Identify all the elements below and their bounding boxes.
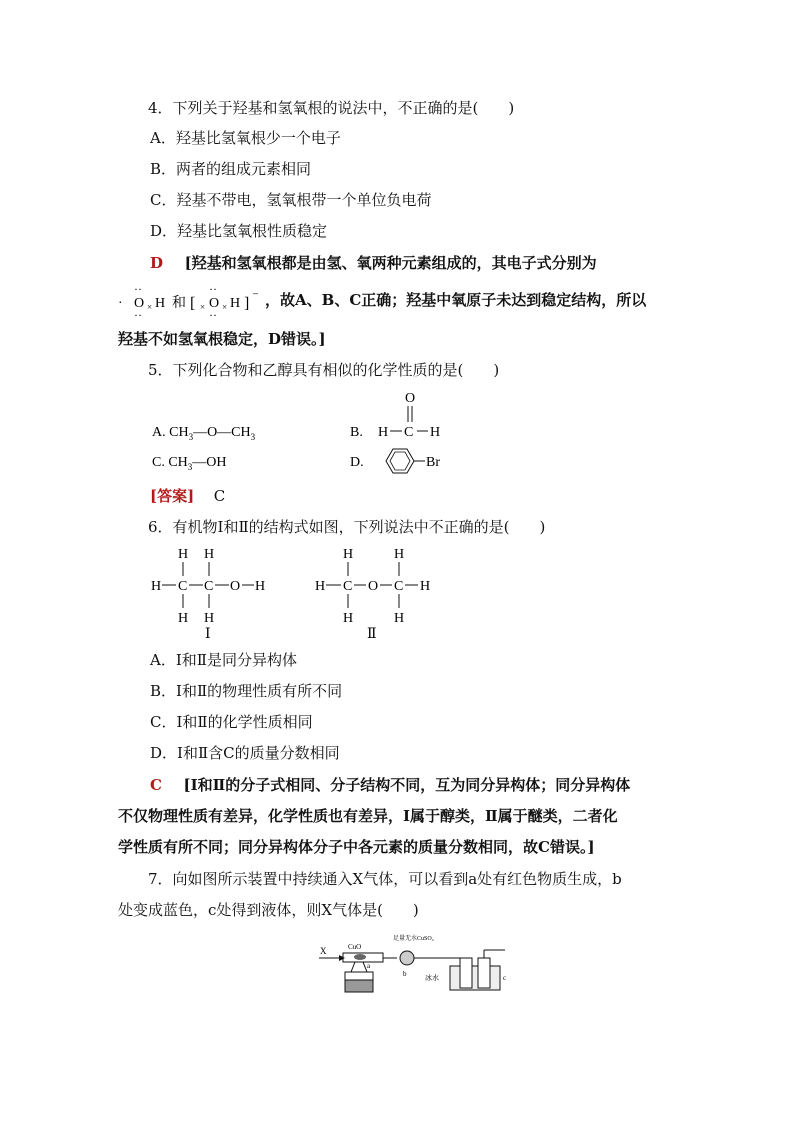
and-word: 和 — [172, 296, 186, 311]
q5-answer-tag: [答案] — [150, 487, 195, 505]
q6-structures — [148, 542, 448, 642]
cuso4-label: 足量无水CuSO₄ — [393, 936, 434, 942]
svg-text:H: H — [178, 547, 189, 562]
arrow-head-icon — [339, 955, 345, 961]
cuo-label: CuO — [348, 943, 362, 951]
q5-b-carbon: C — [404, 425, 414, 440]
q6-explanation-text3: 学性质有所不同；同分异构体分子中各元素的质量分数相同，故C错误。] — [118, 838, 595, 856]
svg-text:C: C — [178, 579, 188, 594]
point-a-label: a — [367, 962, 371, 970]
molecule-1 — [151, 547, 265, 642]
q5-b-hydrogen-right: H — [430, 425, 441, 440]
svg-text:H: H — [151, 579, 162, 594]
point-c-label: c — [503, 974, 507, 982]
q4-stem: 4．下列关于羟基和氢氧根的说法中，不正确的是( ) — [148, 99, 515, 117]
q6-answer-letter: C — [150, 776, 162, 794]
svg-text:H: H — [394, 611, 405, 626]
q7-stem-line2: 处变成蓝色，c处得到液体，则X气体是( ) — [118, 901, 419, 919]
svg-text:H: H — [343, 547, 354, 562]
svg-text:H: H — [178, 611, 189, 626]
ice-water-label: 冰水 — [425, 974, 439, 982]
svg-text:H: H — [394, 547, 405, 562]
cross-electron: × — [147, 302, 153, 312]
q5-b-hydrogen-left: H — [378, 425, 389, 440]
apparatus-graphic — [315, 928, 525, 1003]
svg-text:C: C — [343, 579, 353, 594]
outlet-tube — [478, 958, 490, 988]
hydrogen-symbol-1: H — [155, 296, 166, 311]
molecule-2 — [315, 547, 430, 642]
svg-text:H: H — [204, 547, 215, 562]
cross-electron-right: × — [222, 302, 228, 312]
svg-text:O: O — [368, 579, 379, 594]
minus-charge: ⁻ — [252, 288, 259, 303]
q6-option-a: A．Ⅰ和Ⅱ是同分异构体 — [150, 651, 297, 669]
electron-dots-top-2: ·· — [209, 282, 217, 296]
q7-stem-line1: 7．向如图所示装置中持续通入X气体，可以看到a处有红色物质生成，b — [148, 870, 622, 888]
electron-dots-bottom-2: ·· — [209, 308, 217, 320]
q4-option-c: C．羟基不带电，氢氧根带一个单位负电荷 — [150, 191, 432, 209]
lamp-body — [345, 972, 373, 980]
q4-explanation-text1: [羟基和氢氧根都是由氢、氧两种元素组成的，其电子式分别为 — [184, 254, 597, 272]
q6-structures-graphic — [148, 542, 448, 642]
q6-stem: 6．有机物Ⅰ和Ⅱ的结构式如图，下列说法中不正确的是( ) — [148, 518, 546, 536]
q6-explanation-text1: [Ⅰ和Ⅱ的分子式相同、分子结构不同，互为同分异构体；同分异构体 — [183, 776, 631, 794]
q4-option-d: D．羟基比氢氧根性质稳定 — [150, 222, 328, 240]
q4-answer-letter: D — [150, 254, 164, 272]
ice-water-bath — [450, 966, 500, 990]
q5-option-a: A. $CH_3—O—CH_3$ — [152, 425, 256, 442]
q5-b-oxygen: O — [405, 391, 416, 406]
q4-option-b: B．两者的组成元素相同 — [150, 160, 312, 178]
q6-explanation-line1 — [150, 775, 630, 795]
q5-answer — [150, 486, 225, 506]
point-b-label: b — [403, 970, 407, 978]
q4-option-a: A．羟基比氢氧根少一个电子 — [150, 129, 341, 147]
q5-options-graphic — [150, 388, 490, 478]
q7-apparatus-figure — [315, 928, 525, 1003]
q5-stem: 5．下列化合物和乙醇具有相似的化学性质的是( ) — [148, 361, 500, 379]
bracket-right: ] — [244, 295, 250, 312]
q5-option-d-label: D. — [350, 455, 364, 470]
svg-text:H: H — [420, 579, 431, 594]
oxygen-symbol-2: O — [209, 296, 220, 311]
flame-icon — [351, 962, 367, 972]
hydrogen-symbol-2: H — [230, 296, 241, 311]
cross-electron-left: × — [200, 302, 206, 312]
svg-text:C: C — [204, 579, 214, 594]
electron-dots-bottom: ·· — [134, 308, 142, 320]
q4-explanation-text2: ，故A、B、C正确；羟基中氧原子未达到稳定结构，所以 — [265, 291, 647, 309]
electron-dots-top: ·· — [134, 282, 142, 296]
q5-option-c: C. $CH_3—OH$ — [152, 455, 227, 472]
svg-text:H: H — [315, 579, 326, 594]
oxygen-symbol-1: O — [134, 296, 145, 311]
collection-tube — [460, 958, 472, 988]
lamp-stand — [345, 980, 373, 992]
drying-bulb — [400, 951, 414, 965]
molecule-1-label: Ⅰ — [205, 627, 211, 642]
bracket-left: [ — [190, 295, 196, 312]
svg-text:H: H — [204, 611, 215, 626]
q6-option-c: C．Ⅰ和Ⅱ的化学性质相同 — [150, 713, 313, 731]
q5-option-b-label: B. — [350, 425, 363, 440]
q5-options — [150, 388, 490, 478]
svg-text:O: O — [230, 579, 241, 594]
svg-text:H: H — [343, 611, 354, 626]
molecule-2-label: Ⅱ — [367, 627, 377, 642]
q5-d-bromine: Br — [426, 455, 440, 470]
lone-dot: · — [118, 296, 123, 311]
gas-x-label: X — [320, 946, 327, 956]
svg-text:C: C — [394, 579, 404, 594]
q4-explanation-line1 — [150, 253, 597, 273]
q6-option-d: D．Ⅰ和Ⅱ含C的质量分数相同 — [150, 744, 340, 762]
svg-text:H: H — [255, 579, 266, 594]
q6-explanation-text2: 不仅物理性质有差异，化学性质也有差异，Ⅰ属于醇类，Ⅱ属于醚类，二者化 — [118, 807, 618, 825]
cuo-sample — [354, 954, 366, 960]
q5-answer-value: C — [213, 487, 226, 505]
benzene-ring-icon — [386, 449, 414, 473]
q4-explanation-text3: 羟基不如氢氧根稳定，D错误。] — [118, 330, 326, 348]
q6-option-b: B．Ⅰ和Ⅱ的物理性质有所不同 — [150, 682, 343, 700]
